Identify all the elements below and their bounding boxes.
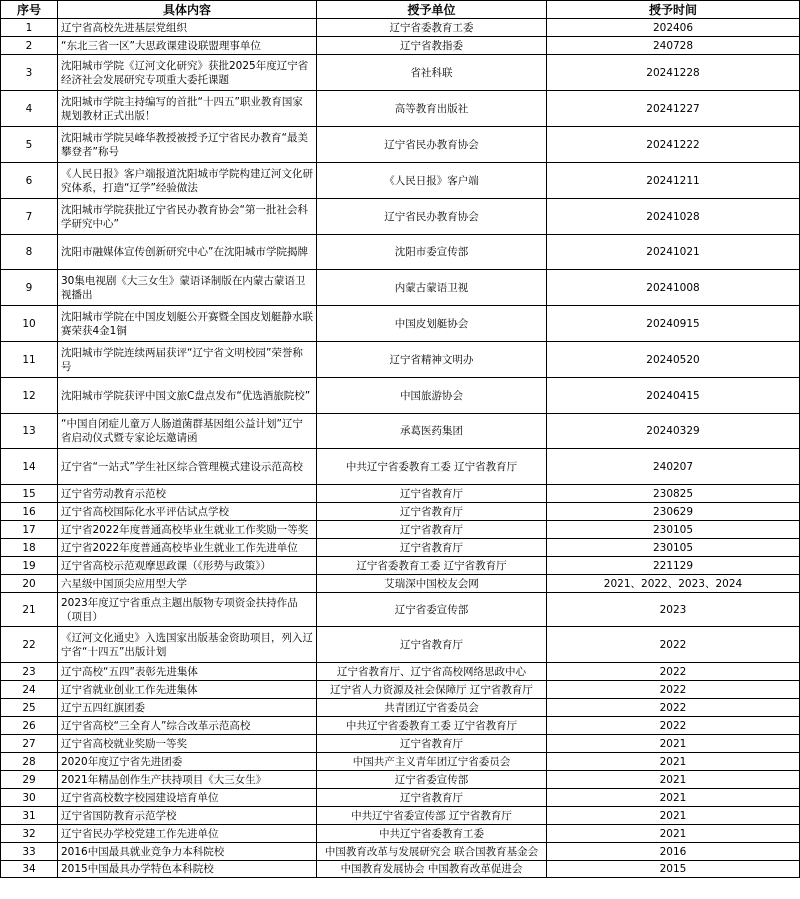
cell-content: 2020年度辽宁省先进团委 [58,753,317,771]
table-row [1,127,800,163]
table-row [1,627,800,663]
table-row [1,807,800,825]
cell-no: 3 [1,55,58,91]
cell-no: 4 [1,91,58,127]
cell-unit: 承葛医药集团 [317,414,547,449]
cell-no: 32 [1,825,58,843]
header-unit: 授予单位 [317,1,547,19]
cell-unit: 辽宁省委教育工委 辽宁省教育厅 [317,557,547,575]
table-row [1,414,800,449]
cell-time: 230629 [547,503,800,521]
cell-time: 20241228 [547,55,800,91]
table-row [1,753,800,771]
cell-unit: 中共辽宁省委教育工委 辽宁省教育厅 [317,717,547,735]
cell-content: 2016中国最具就业竞争力本科院校 [58,843,317,861]
cell-no: 13 [1,414,58,449]
cell-no: 21 [1,593,58,627]
table-row [1,735,800,753]
cell-unit: 辽宁省教指委 [317,37,547,55]
cell-no: 1 [1,19,58,37]
cell-no: 18 [1,539,58,557]
cell-content: 辽宁省高校国际化水平评估试点学校 [58,503,317,521]
header-no: 序号 [1,1,58,19]
cell-time: 2016 [547,843,800,861]
cell-content: 辽宁省2022年度普通高校毕业生就业工作先进单位 [58,539,317,557]
cell-unit: 辽宁省民办教育协会 [317,127,547,163]
cell-content: 2015中国最具办学特色本科院校 [58,861,317,878]
cell-content: 辽宁省就业创业工作先进集体 [58,681,317,699]
cell-no: 33 [1,843,58,861]
cell-unit: 辽宁省教育厅 [317,521,547,539]
table-header-row [1,1,800,19]
cell-time: 2021 [547,771,800,789]
cell-no: 34 [1,861,58,878]
cell-time: 20241028 [547,199,800,235]
cell-time: 2015 [547,861,800,878]
cell-unit: 辽宁省教育厅 [317,735,547,753]
cell-time: 2022 [547,681,800,699]
cell-unit: 辽宁省委宣传部 [317,593,547,627]
cell-unit: 辽宁省教育厅 [317,789,547,807]
table-row [1,593,800,627]
cell-time: 2023 [547,593,800,627]
table-row [1,521,800,539]
cell-content: 沈阳市融媒体宣传创新研究中心”在沈阳城市学院揭牌 [58,235,317,270]
cell-unit: 艾瑞深中国校友会网 [317,575,547,593]
cell-content: 沈阳城市学院连续两届获评“辽宁省文明校园”荣誉称号 [58,342,317,378]
cell-no: 11 [1,342,58,378]
cell-no: 10 [1,306,58,342]
cell-time: 230105 [547,539,800,557]
cell-no: 27 [1,735,58,753]
cell-unit: 辽宁省人力资源及社会保障厅 辽宁省教育厅 [317,681,547,699]
cell-unit: 辽宁省委教育工委 [317,19,547,37]
table-row [1,771,800,789]
cell-content: 沈阳城市学院主持编写的首批“十四五”职业教育国家规划教材正式出版！ [58,91,317,127]
cell-content: 辽宁省“一站式”学生社区综合管理模式建设示范高校 [58,449,317,485]
table-row [1,19,800,37]
cell-no: 31 [1,807,58,825]
cell-time: 20240329 [547,414,800,449]
table-row [1,449,800,485]
cell-unit: 中国旅游协会 [317,378,547,414]
cell-no: 23 [1,663,58,681]
cell-unit: 辽宁省教育厅 [317,539,547,557]
cell-unit: 中国教育改革与发展研究会 联合国教育基金会 [317,843,547,861]
cell-content: 辽宁五四红旗团委 [58,699,317,717]
cell-time: 20241021 [547,235,800,270]
cell-no: 7 [1,199,58,235]
cell-unit: 中国教育发展协会 中国教育改革促进会 [317,861,547,878]
table-row [1,575,800,593]
cell-unit: 高等教育出版社 [317,91,547,127]
cell-no: 2 [1,37,58,55]
cell-time: 230825 [547,485,800,503]
cell-unit: 中国共产主义青年团辽宁省委员会 [317,753,547,771]
cell-no: 15 [1,485,58,503]
cell-unit: 中国皮划艇协会 [317,306,547,342]
cell-time: 230105 [547,521,800,539]
cell-content: 辽宁省高校先进基层党组织 [58,19,317,37]
cell-no: 29 [1,771,58,789]
cell-unit: 辽宁省民办教育协会 [317,199,547,235]
cell-content: 六星级中国顶尖应用型大学 [58,575,317,593]
cell-unit: 内蒙古蒙语卫视 [317,270,547,306]
cell-content: 2021年精品创作生产扶持项目《大三女生》 [58,771,317,789]
cell-no: 8 [1,235,58,270]
table-row [1,91,800,127]
cell-content: 沈阳城市学院吴峰华教授被授予辽宁省民办教育“最美攀登者”称号 [58,127,317,163]
table-row [1,557,800,575]
cell-time: 2022 [547,663,800,681]
header-content: 具体内容 [58,1,317,19]
cell-unit: 辽宁省精神文明办 [317,342,547,378]
table-row [1,825,800,843]
cell-content: 《人民日报》客户端报道沈阳城市学院构建辽河文化研究体系，打造“辽学”经验做法 [58,163,317,199]
header-time: 授予时间 [547,1,800,19]
cell-time: 20241222 [547,127,800,163]
table-row [1,539,800,557]
cell-content: 2023年度辽宁省重点主题出版物专项资金扶持作品（项目） [58,593,317,627]
cell-no: 9 [1,270,58,306]
cell-unit: 省社科联 [317,55,547,91]
cell-time: 20241211 [547,163,800,199]
cell-unit: 沈阳市委宣传部 [317,235,547,270]
cell-no: 30 [1,789,58,807]
cell-time: 202406 [547,19,800,37]
cell-content: 沈阳城市学院《辽河文化研究》获批2025年度辽宁省经济社会发展研究专项重大委托课题 [58,55,317,91]
cell-no: 14 [1,449,58,485]
cell-unit: 中共辽宁省委教育工委 [317,825,547,843]
cell-no: 5 [1,127,58,163]
cell-unit: 共青团辽宁省委员会 [317,699,547,717]
table-row [1,235,800,270]
cell-time: 2021、2022、2023、2024 [547,575,800,593]
cell-time: 20241008 [547,270,800,306]
cell-time: 2022 [547,699,800,717]
cell-time: 240728 [547,37,800,55]
cell-time: 2021 [547,789,800,807]
cell-unit: 辽宁省教育厅、辽宁省高校网络思政中心 [317,663,547,681]
cell-no: 16 [1,503,58,521]
table-row [1,378,800,414]
cell-time: 2021 [547,753,800,771]
cell-time: 2021 [547,807,800,825]
cell-no: 28 [1,753,58,771]
table-row [1,861,800,878]
cell-content: “东北三省一区”大思政课建设联盟理事单位 [58,37,317,55]
cell-unit: 中共辽宁省委教育工委 辽宁省教育厅 [317,449,547,485]
cell-content: 沈阳城市学院在中国皮划艇公开赛暨全国皮划艇静水联赛荣获4金1铜 [58,306,317,342]
cell-no: 17 [1,521,58,539]
table-row [1,199,800,235]
cell-no: 20 [1,575,58,593]
cell-no: 12 [1,378,58,414]
cell-content: 辽宁省民办学校党建工作先进单位 [58,825,317,843]
cell-time: 20240915 [547,306,800,342]
table-row [1,37,800,55]
cell-content: 辽宁省高校示范观摩思政课（《形势与政策》） [58,557,317,575]
cell-time: 20241227 [547,91,800,127]
cell-unit: 辽宁省委宣传部 [317,771,547,789]
table-row [1,717,800,735]
table-row [1,503,800,521]
table-row [1,55,800,91]
cell-content: 30集电视剧《大三女生》蒙语译制版在内蒙古蒙语卫视播出 [58,270,317,306]
table-row [1,270,800,306]
cell-no: 19 [1,557,58,575]
cell-unit: 辽宁省教育厅 [317,627,547,663]
cell-time: 240207 [547,449,800,485]
cell-content: 辽宁省劳动教育示范校 [58,485,317,503]
cell-unit: 辽宁省教育厅 [317,485,547,503]
cell-time: 20240415 [547,378,800,414]
cell-time: 2021 [547,735,800,753]
table-row [1,843,800,861]
cell-content: 沈阳城市学院获评中国文旅C盘点发布“优选酒旅院校” [58,378,317,414]
cell-content: 辽宁省2022年度普通高校毕业生就业工作奖励一等奖 [58,521,317,539]
table-row [1,663,800,681]
cell-content: 辽宁高校“五四”表彰先进集体 [58,663,317,681]
cell-unit: 《人民日报》客户端 [317,163,547,199]
table-row [1,163,800,199]
cell-content: “中国自闭症儿童万人肠道菌群基因组公益计划”辽宁省启动仪式暨专家论坛邀请函 [58,414,317,449]
cell-time: 2022 [547,717,800,735]
cell-time: 2021 [547,825,800,843]
cell-content: 辽宁省高校数字校园建设培育单位 [58,789,317,807]
cell-no: 25 [1,699,58,717]
table-row [1,699,800,717]
table-row [1,485,800,503]
cell-time: 221129 [547,557,800,575]
cell-content: 《辽河文化通史》入选国家出版基金资助项目，列入辽宁省“十四五”出版计划 [58,627,317,663]
cell-content: 辽宁省国防教育示范学校 [58,807,317,825]
cell-unit: 中共辽宁省委宣传部 辽宁省教育厅 [317,807,547,825]
table-row [1,306,800,342]
cell-content: 沈阳城市学院获批辽宁省民办教育协会“第一批社会科学研究中心” [58,199,317,235]
cell-time: 2022 [547,627,800,663]
cell-no: 24 [1,681,58,699]
table-row [1,342,800,378]
cell-no: 26 [1,717,58,735]
cell-content: 辽宁省高校“三全育人”综合改革示范高校 [58,717,317,735]
cell-no: 6 [1,163,58,199]
table-row [1,789,800,807]
cell-content: 辽宁省高校就业奖励一等奖 [58,735,317,753]
table-row [1,681,800,699]
cell-unit: 辽宁省教育厅 [317,503,547,521]
cell-time: 20240520 [547,342,800,378]
cell-no: 22 [1,627,58,663]
